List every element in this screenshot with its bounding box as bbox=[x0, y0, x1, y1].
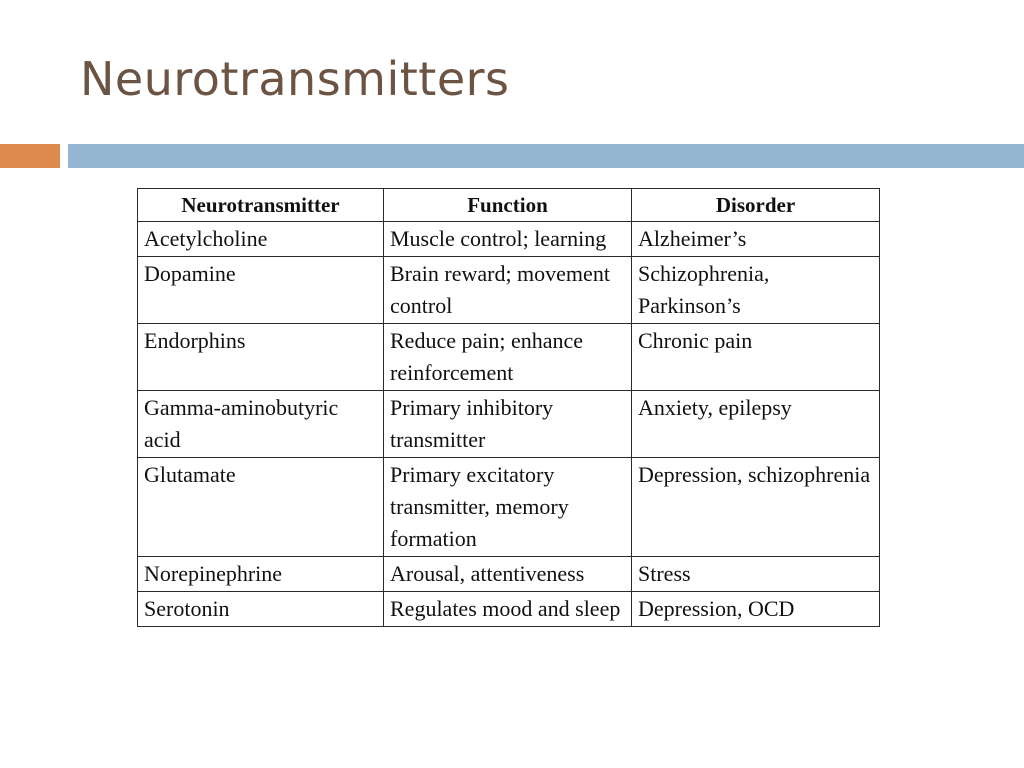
neurotransmitter-table-container bbox=[137, 188, 879, 627]
table-row bbox=[138, 592, 880, 627]
slide-title: Neurotransmitters bbox=[80, 52, 510, 106]
cell-function: Reduce pain; enhance reinforcement bbox=[384, 324, 632, 391]
header-function: Function bbox=[384, 189, 632, 222]
cell-disorder: Schizophrenia, Parkinson’s bbox=[632, 257, 880, 324]
cell-neurotransmitter: Endorphins bbox=[138, 324, 384, 391]
cell-function: Arousal, attentiveness bbox=[384, 557, 632, 592]
cell-function: Primary inhibitory transmitter bbox=[384, 391, 632, 458]
table-header-row bbox=[138, 189, 880, 222]
table-row bbox=[138, 257, 880, 324]
table-row bbox=[138, 458, 880, 557]
accent-bar-orange bbox=[0, 144, 60, 168]
table-row bbox=[138, 557, 880, 592]
cell-function: Brain reward; movement control bbox=[384, 257, 632, 324]
cell-disorder: Chronic pain bbox=[632, 324, 880, 391]
cell-function: Regulates mood and sleep bbox=[384, 592, 632, 627]
cell-function: Muscle control; learning bbox=[384, 222, 632, 257]
cell-neurotransmitter: Norepinephrine bbox=[138, 557, 384, 592]
table-row bbox=[138, 222, 880, 257]
cell-disorder: Stress bbox=[632, 557, 880, 592]
header-disorder: Disorder bbox=[632, 189, 880, 222]
header-neurotransmitter: Neurotransmitter bbox=[138, 189, 384, 222]
cell-disorder: Alzheimer’s bbox=[632, 222, 880, 257]
cell-neurotransmitter: Glutamate bbox=[138, 458, 384, 557]
cell-neurotransmitter: Gamma-aminobutyric acid bbox=[138, 391, 384, 458]
accent-bar-blue bbox=[68, 144, 1024, 168]
table-row bbox=[138, 391, 880, 458]
cell-disorder: Anxiety, epilepsy bbox=[632, 391, 880, 458]
table-row bbox=[138, 324, 880, 391]
cell-disorder: Depression, OCD bbox=[632, 592, 880, 627]
cell-neurotransmitter: Serotonin bbox=[138, 592, 384, 627]
cell-neurotransmitter: Acetylcholine bbox=[138, 222, 384, 257]
neurotransmitter-table bbox=[137, 188, 880, 627]
cell-function: Primary excitatory transmitter, memory formation bbox=[384, 458, 632, 557]
cell-disorder: Depression, schizophrenia bbox=[632, 458, 880, 557]
cell-neurotransmitter: Dopamine bbox=[138, 257, 384, 324]
